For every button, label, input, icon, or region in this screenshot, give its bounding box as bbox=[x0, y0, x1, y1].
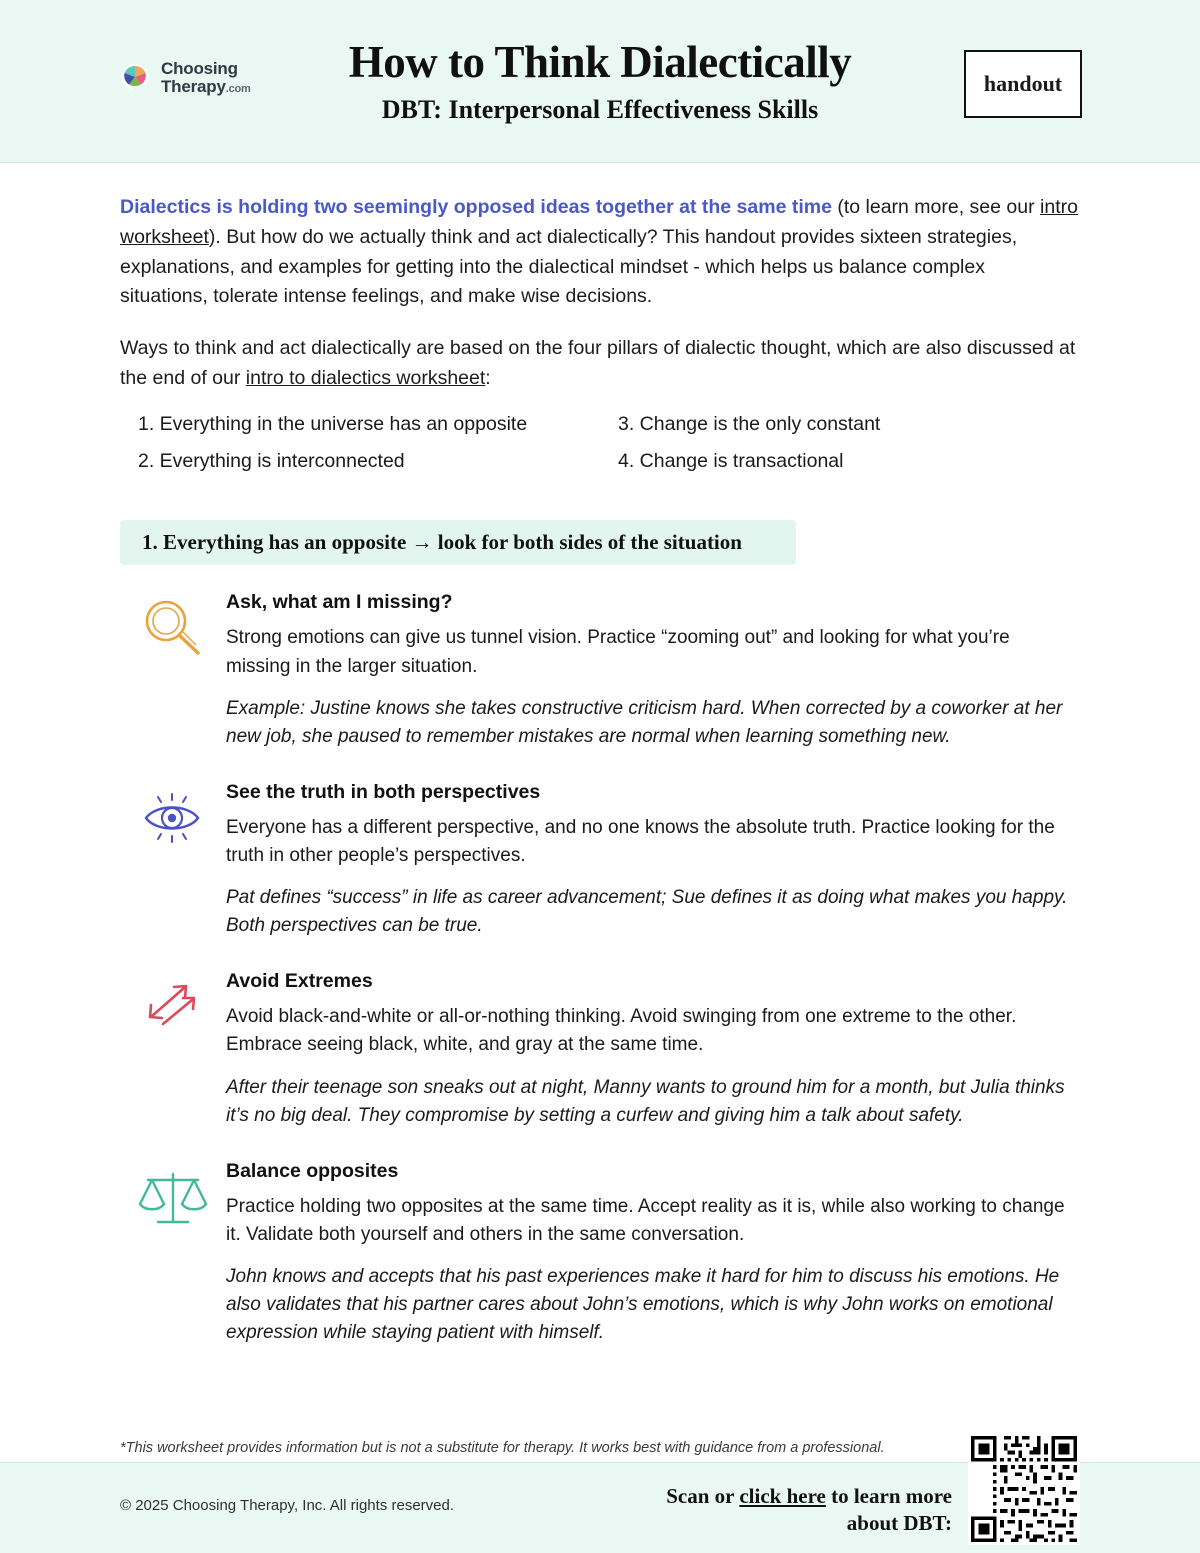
skill-example: Example: Justine knows she takes constructive criticism hard. When corrected by a coworker at her new job, she paused to remember mistakes are normal when learning something new. bbox=[226, 697, 1063, 747]
skill-description: Strong emotions can give us tunnel vision. Practice “zooming out” and looking for what you’re missing in the larger situation. bbox=[226, 627, 1010, 677]
intro-lead-rest-b: ). But how do we actually think and act dialectically? This handout provides sixteen strategies, explanations, and examples for getting into the dialectical mindset - which helps us balance complex situations, tolerate intense feelings, and make wise decisions. bbox=[120, 225, 1018, 308]
skill-description: Avoid black-and-white or all-or-nothing thinking. Avoid swinging from one extreme to the other. Embrace seeing black, white, and gray at the same time. bbox=[226, 1006, 1017, 1056]
balance-scale-icon bbox=[120, 1160, 226, 1348]
skill-description: Practice holding two opposites at the same time. Accept reality as it is, while also working to change it. Validate both yourself and others in the same conversation. bbox=[226, 1195, 1065, 1245]
skill-title: Balance opposites bbox=[226, 1159, 399, 1182]
handout-badge: handout bbox=[964, 50, 1082, 118]
scan-cta-a: Scan or bbox=[666, 1484, 740, 1508]
pillar-item: 1. Everything in the universe has an opposite bbox=[138, 412, 528, 435]
intro-worksheet-link[interactable]: intro worksheet bbox=[120, 196, 1078, 248]
intro-section bbox=[120, 193, 1078, 394]
pillars-list bbox=[120, 410, 1078, 477]
page-subtitle: DBT: Interpersonal Effectiveness Skills bbox=[381, 94, 819, 124]
disclaimer-text: *This worksheet provides information but is not a substitute for therapy. It works best with guidance from a professional. bbox=[120, 1440, 885, 1456]
brand-line2: Therapy bbox=[161, 76, 226, 96]
magnifying-glass-icon bbox=[120, 591, 226, 750]
intro-lead-bold: Dialectics is holding two seemingly opposed ideas together at the same time bbox=[120, 196, 832, 218]
brand-line1: Choosing bbox=[161, 59, 238, 78]
skill-body bbox=[226, 591, 1078, 750]
brand-tld: .com bbox=[225, 82, 251, 95]
click-here-link[interactable]: click here bbox=[739, 1484, 826, 1508]
skill-example: Pat defines “success” in life as career advancement; Sue defines it as doing what makes you happy. Both perspectives can be true. bbox=[226, 887, 1068, 937]
skill-title: Ask, what am I missing? bbox=[226, 591, 453, 614]
skill-example: John knows and accepts that his past experiences make it hard for him to discuss his emotions. He also validates that his partner cares about John’s emotions, which is why John works on emotional expression while staying patient with himself. bbox=[226, 1266, 1060, 1344]
intro-para2-b: : bbox=[485, 367, 491, 390]
eye-icon bbox=[120, 781, 226, 940]
intro-paragraph-1 bbox=[120, 193, 1078, 312]
intro-dialectics-worksheet-link[interactable]: intro to dialectics worksheet bbox=[245, 367, 486, 390]
scan-cta-b: to learn more bbox=[825, 1484, 952, 1508]
page-title: How to Think Dialectically bbox=[348, 37, 852, 87]
skill-item bbox=[120, 1160, 1078, 1348]
intro-para2-a: Ways to think and act dialectically are based on the four pillars of dialectic thought, which are also discussed at the end of our bbox=[120, 337, 1076, 390]
scan-cta-c: about DBT: bbox=[846, 1511, 952, 1536]
qr-code[interactable] bbox=[968, 1433, 1080, 1545]
two-way-arrows-icon bbox=[120, 970, 226, 1129]
copyright-text: © 2025 Choosing Therapy, Inc. All rights reserved. bbox=[120, 1497, 455, 1514]
skill-body bbox=[226, 970, 1078, 1129]
choosing-therapy-logo-icon bbox=[118, 61, 152, 95]
section-heading-band: 1. Everything has an opposite → look for both sides of the situation bbox=[120, 520, 796, 565]
pillar-item: 2. Everything is interconnected bbox=[138, 450, 405, 473]
brand-logo[interactable] bbox=[118, 60, 251, 95]
skill-title: See the truth in both perspectives bbox=[226, 780, 541, 803]
skill-example: After their teenage son sneaks out at night, Manny wants to ground him for a month, but Julia thinks it’s no big deal. They compromise by setting a curfew and giving him a talk about safety. bbox=[226, 1076, 1065, 1126]
skill-item bbox=[120, 970, 1078, 1129]
skill-body bbox=[226, 1160, 1078, 1348]
skill-title: Avoid Extremes bbox=[226, 970, 373, 993]
intro-lead-rest-a: (to learn more, see our bbox=[831, 196, 1041, 218]
scan-cta bbox=[666, 1483, 952, 1538]
brand-wordmark bbox=[161, 60, 251, 95]
pillar-item: 4. Change is transactional bbox=[618, 450, 844, 473]
pillar-item: 3. Change is the only constant bbox=[618, 412, 881, 435]
skill-body bbox=[226, 781, 1078, 940]
skill-item bbox=[120, 781, 1078, 940]
intro-paragraph-2 bbox=[120, 334, 1078, 394]
skill-item bbox=[120, 591, 1078, 750]
skill-description: Everyone has a different perspective, and no one knows the absolute truth. Practice looking for the truth in other people’s perspectives. bbox=[226, 816, 1055, 867]
page-header bbox=[0, 0, 1200, 163]
main-content bbox=[0, 163, 1200, 1347]
skills-list bbox=[120, 591, 1078, 1347]
